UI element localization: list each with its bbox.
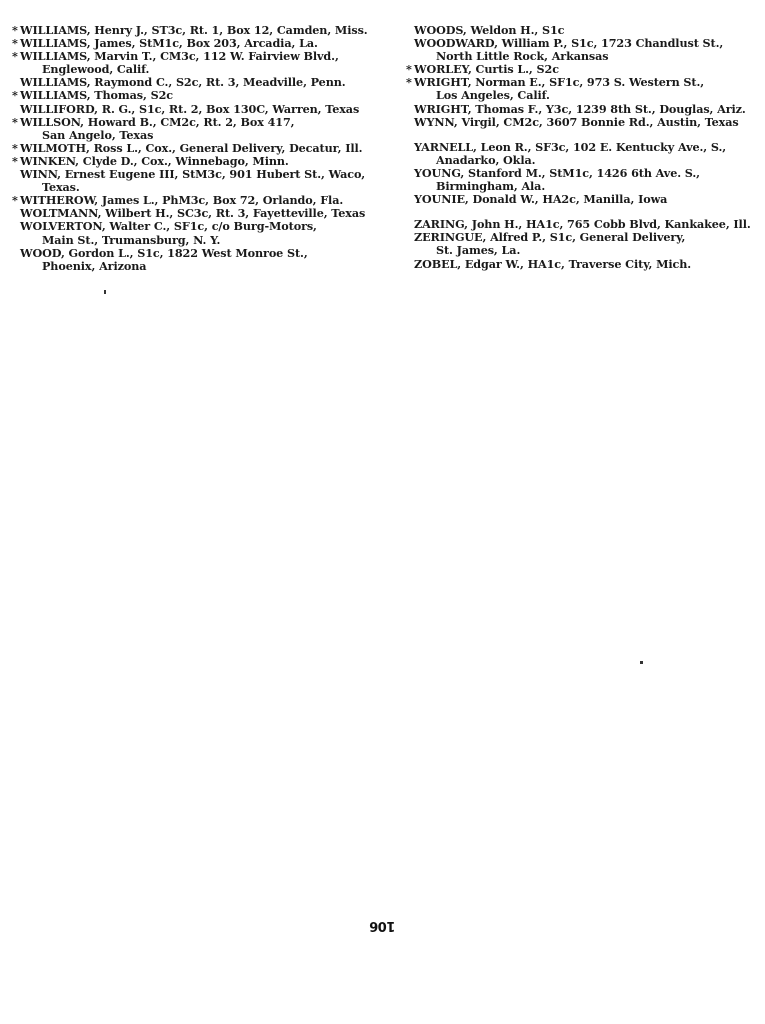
entry-continuation-line: Phoenix, Arizona xyxy=(42,258,147,273)
deceased-star-marker: * xyxy=(12,49,18,64)
deceased-star-marker: * xyxy=(12,88,18,103)
roster-entry xyxy=(406,231,756,257)
entry-main-line: WILLIAMS, Marvin T., CM3c, 112 W. Fairview Blvd., xyxy=(20,49,339,64)
deceased-star-marker: * xyxy=(12,36,18,51)
entry-continuation-line: Anadarko, Okla. xyxy=(436,152,536,167)
right-column xyxy=(406,24,756,271)
entry-main-line: WILLIAMS, James, StM1c, Box 203, Arcadia, La. xyxy=(20,36,318,51)
entry-main-line: ZOBEL, Edgar W., HA1c, Traverse City, Mich. xyxy=(414,256,692,271)
deceased-star-marker: * xyxy=(406,62,412,77)
entry-main-line: WOODS, Weldon H., S1c xyxy=(414,23,565,37)
deceased-star-marker: * xyxy=(12,23,18,37)
entry-main-line: WOOD, Gordon L., S1c, 1822 West Monroe St., xyxy=(20,245,308,260)
entry-continuation-line: San Angelo, Texas xyxy=(42,127,154,142)
roster-entry xyxy=(12,50,377,76)
entry-main-line: WILLIAMS, Thomas, S2c xyxy=(20,88,173,103)
roster-entry xyxy=(406,167,756,193)
entry-continuation-line: St. James, La. xyxy=(436,243,521,258)
roster-entry xyxy=(12,220,377,246)
entry-main-line: WILLIAMS, Raymond C., S2c, Rt. 3, Meadville, Penn. xyxy=(20,75,346,90)
entry-main-line: WILMOTH, Ross L., Cox., General Delivery, Decatur, Ill. xyxy=(20,140,363,155)
entry-continuation-line: Los Angeles, Calif. xyxy=(436,88,550,103)
entry-main-line: YOUNG, Stanford M., StM1c, 1426 6th Ave. S., xyxy=(414,165,700,180)
deceased-star-marker: * xyxy=(12,140,18,155)
entry-continuation-line: Birmingham, Ala. xyxy=(436,179,546,194)
roster-entry xyxy=(406,116,756,129)
deceased-star-marker: * xyxy=(12,193,18,208)
deceased-star-marker: * xyxy=(12,114,18,129)
entry-main-line: ZARING, John H., HA1c, 765 Cobb Blvd, Kankakee, Ill. xyxy=(414,217,751,232)
roster-entry xyxy=(406,141,756,167)
entry-main-line: WITHEROW, James L., PhM3c, Box 72, Orlando, Fla. xyxy=(20,193,344,208)
entry-main-line: WILLSON, Howard B., CM2c, Rt. 2, Box 417, xyxy=(20,114,295,129)
entry-main-line: WOODWARD, William P., S1c, 1723 Chandlust St., xyxy=(414,36,724,51)
deceased-star-marker: * xyxy=(12,153,18,168)
deceased-star-marker: * xyxy=(406,75,412,90)
entry-main-line: WINKEN, Clyde D., Cox., Winnebago, Minn. xyxy=(20,153,289,168)
roster-entry xyxy=(406,258,756,271)
entry-continuation-line: North Little Rock, Arkansas xyxy=(436,49,609,64)
entry-main-line: WILLIAMS, Henry J., ST3c, Rt. 1, Box 12, Camden, Miss. xyxy=(20,23,368,37)
page-number: 106 xyxy=(369,918,396,933)
speck-mark xyxy=(104,290,106,294)
left-column xyxy=(12,24,377,273)
entry-continuation-line: Texas. xyxy=(42,180,80,195)
entry-main-line: WRIGHT, Norman E., SF1c, 973 S. Western St., xyxy=(414,75,705,90)
entry-main-line: WYNN, Virgil, CM2c, 3607 Bonnie Rd., Austin, Texas xyxy=(414,114,739,129)
roster-entry xyxy=(12,116,377,142)
roster-entry xyxy=(406,37,756,63)
entry-main-line: WOLVERTON, Walter C., SF1c, c/o Burg-Motors, xyxy=(20,219,317,234)
roster-entry xyxy=(12,168,377,194)
entry-continuation-line: Main St., Trumansburg, N. Y. xyxy=(42,232,221,247)
roster-entry xyxy=(12,247,377,273)
entry-main-line: WOLTMANN, Wilbert H., SC3c, Rt. 3, Fayetteville, Texas xyxy=(20,206,366,221)
roster-entry xyxy=(406,76,756,102)
entry-main-line: ZERINGUE, Alfred P., S1c, General Delivery, xyxy=(414,230,686,245)
entry-main-line: WINN, Ernest Eugene III, StM3c, 901 Hubert St., Waco, xyxy=(20,167,366,182)
entry-main-line: YOUNIE, Donald W., HA2c, Manilla, Iowa xyxy=(414,192,668,207)
entry-main-line: WILLIFORD, R. G., S1c, Rt. 2, Box 130C, Warren, Texas xyxy=(20,101,360,116)
entry-main-line: WRIGHT, Thomas F., Y3c, 1239 8th St., Douglas, Ariz. xyxy=(414,101,746,116)
entry-main-line: WORLEY, Curtis L., S2c xyxy=(414,62,559,77)
entry-main-line: YARNELL, Leon R., SF3c, 102 E. Kentucky Ave., S., xyxy=(414,139,727,154)
speck-mark xyxy=(640,661,643,664)
entry-continuation-line: Englewood, Calif. xyxy=(42,62,150,77)
roster-entry xyxy=(406,193,756,206)
